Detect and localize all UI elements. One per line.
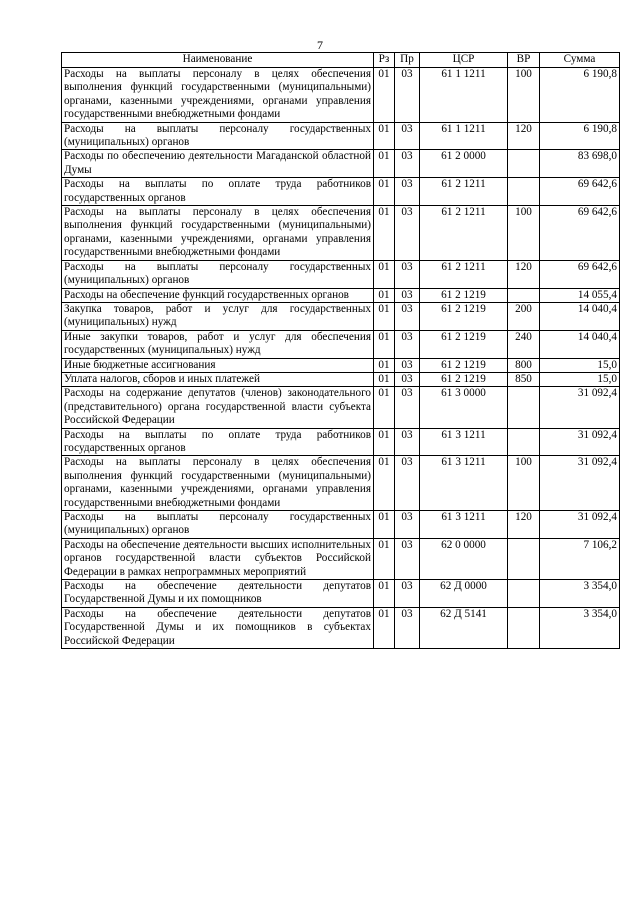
cell-csr: 62 Д 0000 <box>420 580 508 608</box>
cell-csr: 61 2 1219 <box>420 302 508 330</box>
cell-name: Расходы на выплаты по оплате труда работников государственных органов <box>62 178 374 206</box>
cell-sum: 15,0 <box>540 372 620 386</box>
table-row <box>62 150 620 178</box>
cell-name: Расходы на выплаты персоналу государственных (муниципальных) органов <box>62 122 374 150</box>
cell-sum: 15,0 <box>540 358 620 372</box>
table-row <box>62 330 620 358</box>
cell-name: Расходы на выплаты персоналу в целях обеспечения выполнения функций государственными (муниципальными) органами, казенными учреждениями, органами управления государственными внебюджетными фондами <box>62 68 374 123</box>
cell-pr: 03 <box>395 428 420 456</box>
cell-sum: 69 642,6 <box>540 206 620 261</box>
table-row <box>62 456 620 511</box>
cell-name: Расходы на выплаты персоналу в целях обеспечения выполнения функций государственными (муниципальными) органами, казенными учреждениями, органами управления государственными внебюджетными фондами <box>62 206 374 261</box>
cell-csr: 61 2 1211 <box>420 178 508 206</box>
cell-rz: 01 <box>374 456 395 511</box>
cell-name: Расходы на выплаты персоналу государственных (муниципальных) органов <box>62 511 374 539</box>
table-row <box>62 428 620 456</box>
cell-rz: 01 <box>374 580 395 608</box>
cell-csr: 61 2 1219 <box>420 372 508 386</box>
table-row <box>62 538 620 579</box>
cell-rz: 01 <box>374 178 395 206</box>
cell-csr: 61 3 1211 <box>420 456 508 511</box>
cell-sum: 69 642,6 <box>540 260 620 288</box>
cell-pr: 03 <box>395 68 420 123</box>
cell-sum: 14 040,4 <box>540 330 620 358</box>
cell-vr <box>508 288 540 302</box>
cell-csr: 62 0 0000 <box>420 538 508 579</box>
cell-vr: 120 <box>508 260 540 288</box>
cell-sum: 31 092,4 <box>540 428 620 456</box>
table-row <box>62 387 620 428</box>
cell-vr: 100 <box>508 68 540 123</box>
cell-rz: 01 <box>374 122 395 150</box>
cell-name: Расходы на выплаты персоналу в целях обеспечения выполнения функций государственными (муниципальными) органами, казенными учреждениями, органами управления государственными внебюджетными фондами <box>62 456 374 511</box>
header-rz: Рз <box>374 53 395 68</box>
cell-csr: 61 1 1211 <box>420 122 508 150</box>
cell-name: Расходы на обеспечение деятельности высших исполнительных органов государственной власти субъектов Российской Федерации в рамках непрограммных мероприятий <box>62 538 374 579</box>
table-row <box>62 511 620 539</box>
cell-csr: 62 Д 5141 <box>420 607 508 648</box>
cell-rz: 01 <box>374 302 395 330</box>
cell-vr: 120 <box>508 511 540 539</box>
header-csr: ЦСР <box>420 53 508 68</box>
table-row <box>62 260 620 288</box>
budget-table <box>61 52 620 649</box>
table-header-row <box>62 53 620 68</box>
table-row <box>62 580 620 608</box>
cell-sum: 3 354,0 <box>540 607 620 648</box>
table-body <box>62 68 620 649</box>
cell-rz: 01 <box>374 288 395 302</box>
cell-pr: 03 <box>395 288 420 302</box>
table-row <box>62 206 620 261</box>
table-row <box>62 302 620 330</box>
cell-rz: 01 <box>374 387 395 428</box>
cell-rz: 01 <box>374 511 395 539</box>
header-name: Наименование <box>62 53 374 68</box>
cell-vr <box>508 178 540 206</box>
cell-csr: 61 2 1211 <box>420 206 508 261</box>
cell-vr <box>508 150 540 178</box>
cell-vr <box>508 428 540 456</box>
cell-vr <box>508 580 540 608</box>
cell-vr: 800 <box>508 358 540 372</box>
page-number: 7 <box>317 38 323 52</box>
cell-name: Расходы на содержание депутатов (членов) законодательного (представительного) органа государственной власти субъекта Российской Федерации <box>62 387 374 428</box>
cell-rz: 01 <box>374 330 395 358</box>
cell-pr: 03 <box>395 607 420 648</box>
cell-name: Уплата налогов, сборов и иных платежей <box>62 372 374 386</box>
cell-sum: 7 106,2 <box>540 538 620 579</box>
table-row <box>62 178 620 206</box>
cell-csr: 61 2 1219 <box>420 358 508 372</box>
cell-sum: 31 092,4 <box>540 456 620 511</box>
cell-sum: 6 190,8 <box>540 68 620 123</box>
cell-pr: 03 <box>395 511 420 539</box>
cell-vr: 100 <box>508 206 540 261</box>
cell-sum: 69 642,6 <box>540 178 620 206</box>
cell-vr: 200 <box>508 302 540 330</box>
cell-csr: 61 3 1211 <box>420 511 508 539</box>
table-row <box>62 122 620 150</box>
cell-sum: 31 092,4 <box>540 387 620 428</box>
header-pr: Пр <box>395 53 420 68</box>
cell-pr: 03 <box>395 150 420 178</box>
cell-vr: 100 <box>508 456 540 511</box>
header-vr: ВР <box>508 53 540 68</box>
cell-vr <box>508 538 540 579</box>
cell-sum: 3 354,0 <box>540 580 620 608</box>
cell-pr: 03 <box>395 206 420 261</box>
cell-vr <box>508 387 540 428</box>
cell-pr: 03 <box>395 260 420 288</box>
cell-csr: 61 2 1211 <box>420 260 508 288</box>
cell-csr: 61 1 1211 <box>420 68 508 123</box>
cell-pr: 03 <box>395 302 420 330</box>
cell-rz: 01 <box>374 428 395 456</box>
cell-sum: 83 698,0 <box>540 150 620 178</box>
cell-rz: 01 <box>374 358 395 372</box>
cell-sum: 14 040,4 <box>540 302 620 330</box>
cell-pr: 03 <box>395 358 420 372</box>
cell-pr: 03 <box>395 178 420 206</box>
cell-vr: 240 <box>508 330 540 358</box>
cell-pr: 03 <box>395 387 420 428</box>
cell-csr: 61 2 1219 <box>420 330 508 358</box>
cell-vr: 850 <box>508 372 540 386</box>
cell-rz: 01 <box>374 372 395 386</box>
cell-pr: 03 <box>395 538 420 579</box>
cell-rz: 01 <box>374 260 395 288</box>
header-sum: Сумма <box>540 53 620 68</box>
cell-name: Расходы на обеспечение функций государственных органов <box>62 288 374 302</box>
cell-name: Расходы на выплаты персоналу государственных (муниципальных) органов <box>62 260 374 288</box>
cell-csr: 61 2 1219 <box>420 288 508 302</box>
cell-rz: 01 <box>374 607 395 648</box>
cell-csr: 61 3 1211 <box>420 428 508 456</box>
cell-csr: 61 3 0000 <box>420 387 508 428</box>
cell-name: Закупка товаров, работ и услуг для государственных (муниципальных) нужд <box>62 302 374 330</box>
cell-rz: 01 <box>374 150 395 178</box>
table-row <box>62 372 620 386</box>
table-row <box>62 607 620 648</box>
cell-name: Расходы на обеспечение деятельности депутатов Государственной Думы и их помощников <box>62 580 374 608</box>
cell-rz: 01 <box>374 68 395 123</box>
table-row <box>62 68 620 123</box>
cell-pr: 03 <box>395 580 420 608</box>
table-row <box>62 288 620 302</box>
cell-name: Иные бюджетные ассигнования <box>62 358 374 372</box>
cell-name: Расходы на выплаты по оплате труда работников государственных органов <box>62 428 374 456</box>
cell-rz: 01 <box>374 206 395 261</box>
cell-pr: 03 <box>395 330 420 358</box>
table-row <box>62 358 620 372</box>
cell-pr: 03 <box>395 456 420 511</box>
cell-pr: 03 <box>395 372 420 386</box>
cell-name: Расходы по обеспечению деятельности Магаданской областной Думы <box>62 150 374 178</box>
cell-sum: 31 092,4 <box>540 511 620 539</box>
cell-name: Иные закупки товаров, работ и услуг для обеспечения государственных (муниципальных) нужд <box>62 330 374 358</box>
cell-rz: 01 <box>374 538 395 579</box>
cell-pr: 03 <box>395 122 420 150</box>
cell-vr <box>508 607 540 648</box>
cell-vr: 120 <box>508 122 540 150</box>
cell-name: Расходы на обеспечение деятельности депутатов Государственной Думы и их помощников в субъектах Российской Федерации <box>62 607 374 648</box>
cell-sum: 6 190,8 <box>540 122 620 150</box>
cell-csr: 61 2 0000 <box>420 150 508 178</box>
cell-sum: 14 055,4 <box>540 288 620 302</box>
